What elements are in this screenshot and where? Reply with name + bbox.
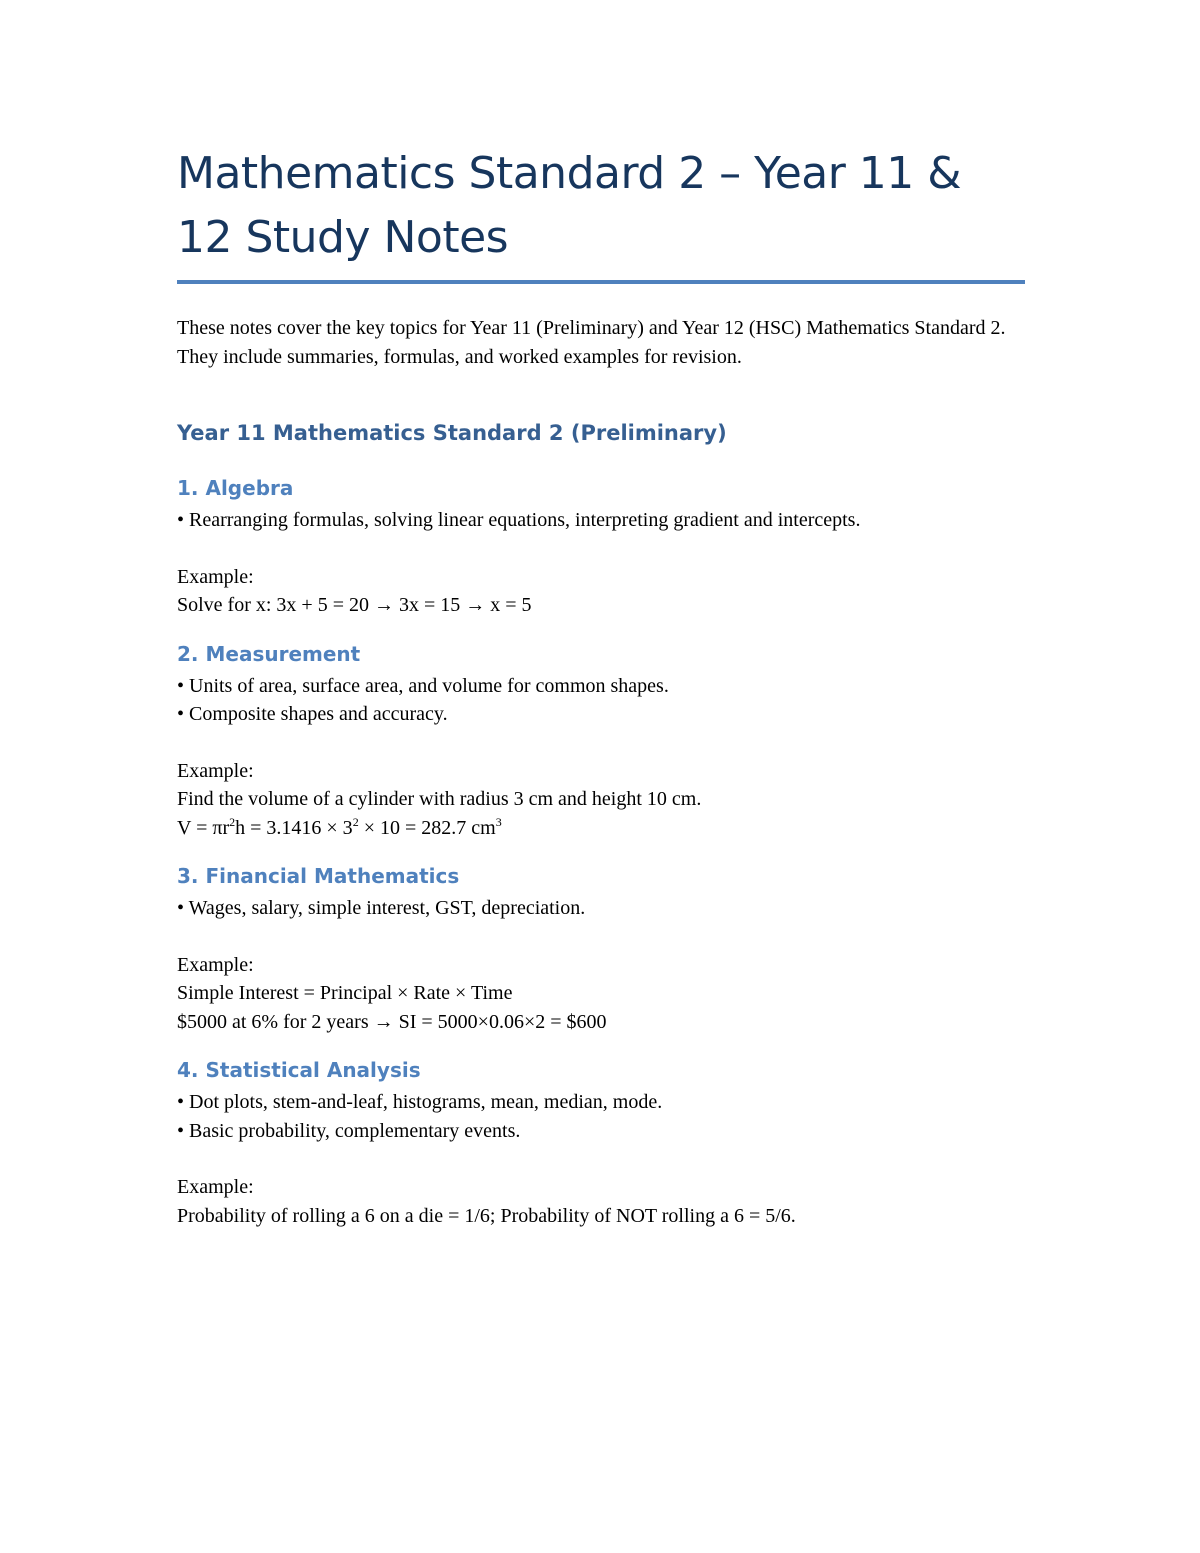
- example-label: Example:: [177, 759, 254, 782]
- topic-heading: 4. Statistical Analysis: [177, 1058, 421, 1082]
- bullet-item: • Wages, salary, simple interest, GST, depreciation.: [177, 897, 586, 919]
- formula-part: × 10 = 282.7 cm: [358, 816, 496, 839]
- document-content: [177, 142, 1025, 1230]
- bullet-item: • Composite shapes and accuracy.: [177, 703, 448, 725]
- example-label: Example:: [177, 1176, 254, 1198]
- bullet-list: [177, 1088, 1025, 1145]
- worked-example: [177, 757, 1025, 843]
- topic-algebra: [177, 474, 1025, 620]
- document-title: Mathematics Standard 2 – Year 11 & 12 Study Notes: [177, 148, 962, 263]
- topic-statistical-analysis: [177, 1056, 1025, 1230]
- intro-paragraph: These notes cover the key topics for Year 11 (Preliminary) and Year 12 (HSC) Mathematics Standard 2. They include summaries, formulas, and worked examples for revision.: [177, 317, 1006, 368]
- section-heading-year11: Year 11 Mathematics Standard 2 (Preliminary): [177, 421, 727, 445]
- topic-heading: 1. Algebra: [177, 476, 294, 500]
- topic-heading: 2. Measurement: [177, 641, 361, 666]
- bullet-item: • Rearranging formulas, solving linear equations, interpreting gradient and intercepts.: [177, 509, 861, 531]
- worked-example: [177, 563, 1025, 620]
- formula-superscript: 2: [352, 814, 359, 829]
- topic-measurement: [177, 640, 1025, 843]
- bullet-item: • Units of area, surface area, and volume for common shapes.: [177, 674, 669, 697]
- example-line: Find the volume of a cylinder with radius 3 cm and height 10 cm.: [177, 788, 702, 810]
- example-label: Example:: [177, 953, 254, 976]
- bullet-item: • Dot plots, stem-and-leaf, histograms, mean, median, mode.: [177, 1091, 663, 1113]
- bullet-list: [177, 894, 1025, 923]
- example-line: $5000 at 6% for 2 years → SI = 5000×0.06×2 = $600: [177, 1010, 607, 1033]
- example-line: Solve for x: 3x + 5 = 20 → 3x = 15 → x = 5: [177, 594, 532, 616]
- formula-part: h = 3.1416 × 3: [235, 816, 353, 839]
- worked-example: [177, 951, 1025, 1037]
- worked-example: [177, 1173, 1025, 1230]
- formula-part: V = πr: [177, 816, 230, 839]
- title-underline-rule: [177, 280, 1025, 284]
- volume-formula-line: [177, 814, 1025, 843]
- bullet-list: [177, 506, 1025, 535]
- example-line: Simple Interest = Principal × Rate × Time: [177, 982, 513, 1004]
- example-label: Example:: [177, 565, 254, 588]
- bullet-item: • Basic probability, complementary events.: [177, 1119, 521, 1142]
- formula-superscript: 2: [229, 814, 236, 829]
- topic-financial-mathematics: [177, 862, 1025, 1036]
- bullet-list: [177, 672, 1025, 729]
- topic-heading: 3. Financial Mathematics: [177, 864, 460, 888]
- example-line: Probability of rolling a 6 on a die = 1/6; Probability of NOT rolling a 6 = 5/6.: [177, 1204, 796, 1227]
- formula-superscript: 3: [495, 814, 502, 829]
